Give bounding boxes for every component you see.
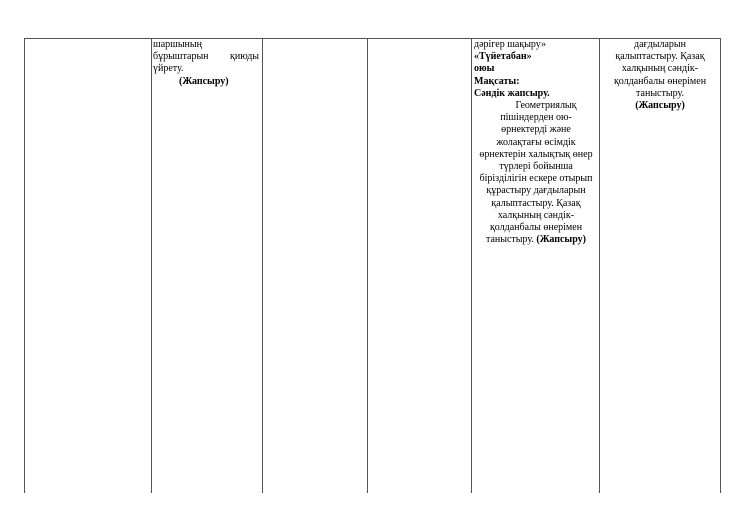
cell-text-line: шаршының	[153, 39, 202, 50]
table-column-border	[262, 38, 263, 493]
cell-text-line: дағдыларын	[634, 39, 686, 50]
paragraph-line: қалыптастыру. Қазақ	[491, 197, 581, 209]
table-column-border	[24, 38, 25, 493]
paragraph-last-line	[474, 234, 598, 246]
paragraph-line: бірізділігін ескере отырып	[479, 173, 593, 185]
paragraph-line: өрнектерді және	[501, 124, 571, 136]
table-column-border	[151, 38, 152, 493]
paragraph-line: Геометриялық	[515, 100, 577, 112]
cell-text-line: таныстыру.	[636, 87, 684, 99]
table-cell-lesson	[474, 39, 598, 246]
paragraph-line: өрнектерін халықтық өнер	[479, 148, 593, 160]
paragraph-line: құрастыру дағдыларын	[486, 185, 586, 197]
lesson-title: «Түйетабан»	[474, 51, 532, 63]
table-column-border	[720, 38, 721, 493]
goal-label: Мақсаты:	[474, 75, 520, 87]
paragraph-line: қолданбалы өнерімен	[489, 222, 583, 234]
cell-text-line: қалыптастыру. Қазақ	[615, 51, 705, 63]
cell-text-line: үйрету.	[153, 63, 184, 75]
cell-text: таныстыру.	[485, 234, 534, 246]
lesson-topic: Сәндік жапсыру.	[474, 87, 550, 99]
activity-type-label: (Жапсыру)	[635, 100, 685, 112]
paragraph-line: түрлері бойынша	[499, 161, 573, 173]
lesson-title-cont: оюы	[474, 63, 495, 75]
paragraph-line: халқының сәндік-	[497, 209, 575, 221]
cell-text-line: қолданбалы өнерімен	[613, 75, 707, 87]
table-column-border	[367, 38, 368, 493]
table-cell-activity	[153, 39, 259, 88]
activity-type-label: (Жапсыру)	[179, 75, 229, 87]
table-column-border	[471, 38, 472, 493]
cell-word: қиюды	[230, 51, 259, 63]
activity-type-label: (Жапсыру)	[536, 234, 586, 246]
cell-text-line: дәрігер шақыру»	[474, 39, 547, 50]
paragraph-line: жолақтағы өсімдік	[496, 136, 576, 148]
cell-text-line: халқының сәндік-	[621, 63, 699, 75]
cell-word: бұрыштарын	[153, 51, 209, 63]
paragraph-line: пішіндерден ою-	[500, 112, 572, 124]
table-column-border	[599, 38, 600, 493]
table-cell-continuation	[602, 39, 718, 112]
cell-text-line	[153, 51, 259, 63]
